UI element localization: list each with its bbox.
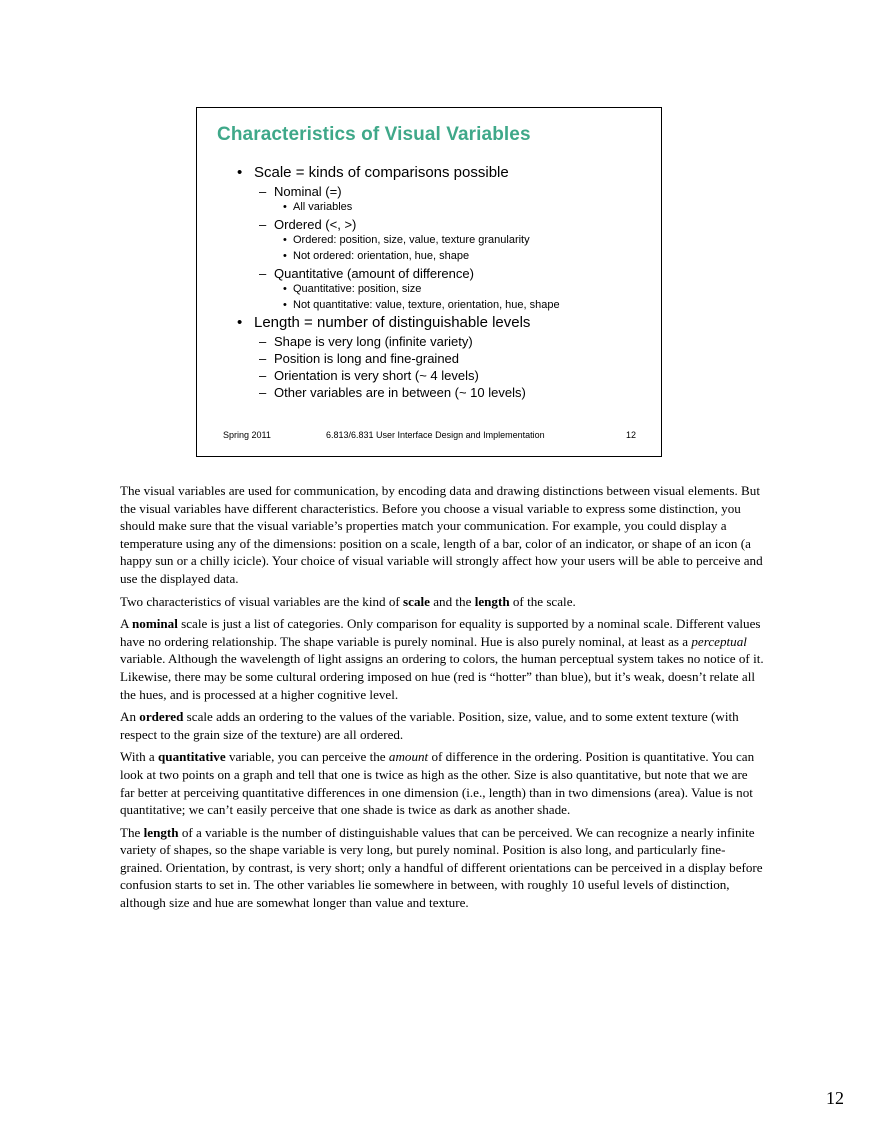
slide-footer-course: 6.813/6.831 User Interface Design and Implementation xyxy=(326,430,545,440)
page-number: 12 xyxy=(826,1088,844,1108)
notes-paragraph xyxy=(120,615,765,703)
bullet-marker: • xyxy=(283,201,287,213)
bold-term: length xyxy=(474,593,510,609)
notes-paragraph xyxy=(120,482,765,588)
text-run: The xyxy=(120,824,144,840)
bullet-marker: • xyxy=(283,283,287,295)
slide-bullet-text: Ordered (<, >) xyxy=(274,217,357,232)
italic-term: perceptual xyxy=(691,633,747,649)
slide-bullet-level-2 xyxy=(259,334,473,349)
slide-bullet-level-3 xyxy=(283,299,560,311)
slide-bullet-text: Not ordered: orientation, hue, shape xyxy=(293,250,470,262)
slide-bullet-level-2 xyxy=(259,351,459,366)
slide-bullet-text: Position is long and fine-grained xyxy=(274,351,460,366)
bullet-marker: • xyxy=(237,164,243,181)
bullet-marker: • xyxy=(283,234,287,246)
slide-footer-number: 12 xyxy=(626,430,637,440)
slide-bullet-level-3 xyxy=(283,250,469,262)
slide-bullet-level-1 xyxy=(237,164,509,181)
slide-bullet-level-3 xyxy=(283,201,352,213)
text-run: The visual variables are used for communication, by encoding data and drawing distinctions between visual elements. But the visual variables have different characteristics. Before you choose a visual variable to express some distinction, you should make sure that the visual variable’s properties match your communication. For example, you could display a temperature using any of the dimensions: position on a scale, length of a bar, color of an indicator, or shape of an icon (a happy sun or a chilly icicle). Your choice of visual variable will strongly affect how your users will be able to perceive and use the displayed data. xyxy=(120,483,763,586)
text-run: of a variable is the number of distinguishable values that can be perceived. We can recognize a nearly infinite variety of shapes, so the shape variable is very long, but purely nominal. Position is also long, and particularly fine-grained. Orientation, by contrast, is very short; only a handful of different orientations can be perceived in a display before confusion starts to set in. The other variables lie somewhere in between, with roughly 10 useful levels of distinction, although size and hue are somewhat longer than value and texture. xyxy=(120,824,763,911)
slide-bullet-level-2 xyxy=(259,385,526,400)
slide-bullet-level-2 xyxy=(259,184,342,199)
dash-marker: – xyxy=(259,351,267,366)
bullet-marker: • xyxy=(237,314,243,331)
bold-term: length xyxy=(143,824,179,840)
notes-paragraph xyxy=(120,593,765,611)
text-run: scale is just a list of categories. Only comparison for equality is supported by a nominal scale. Different values have no ordering relationship. The shape variable is purely nominal. Hue is also purely nominal, at least as a xyxy=(120,616,761,649)
slide-bullet-level-3 xyxy=(283,234,530,246)
bold-term: ordered xyxy=(139,709,184,725)
slide-bullet-text: Scale = kinds of comparisons possible xyxy=(254,164,509,181)
dash-marker: – xyxy=(259,266,267,281)
slide-bullet-text: Quantitative: position, size xyxy=(293,283,422,295)
text-run: scale adds an ordering to the values of the variable. Position, size, value, and to some extent texture (with respect to the grain size of the texture) are all ordered. xyxy=(120,709,739,742)
bold-term: quantitative xyxy=(158,749,226,765)
slide-bullet-text: Quantitative (amount of difference) xyxy=(274,266,474,281)
text-run: An xyxy=(120,709,140,725)
slide-bullet-text: Shape is very long (infinite variety) xyxy=(274,334,473,349)
dash-marker: – xyxy=(259,385,267,400)
italic-term: amount xyxy=(388,749,429,765)
notes-paragraph xyxy=(120,708,765,743)
slide-bullet-text: Length = number of distinguishable levels xyxy=(254,314,531,331)
slide-bullet-text: Orientation is very short (~ 4 levels) xyxy=(274,368,479,383)
bullet-marker: • xyxy=(283,250,287,262)
bold-term: scale xyxy=(403,593,430,609)
text-run: of the scale. xyxy=(509,593,576,609)
slide-bullet-text: All variables xyxy=(293,201,353,213)
slide-bullet-level-3 xyxy=(283,283,421,295)
slide-thumbnail xyxy=(196,107,662,457)
slide-footer-term: Spring 2011 xyxy=(223,430,271,440)
notes-paragraph xyxy=(120,748,765,818)
dash-marker: – xyxy=(259,368,267,383)
slide-bullet-level-1 xyxy=(237,314,530,331)
text-run: of difference in the ordering. Position is quantitative. You can look at two points on a graph and tell that one is twice as high as the other. Size is also quantitative, but note that we are far better at perceiving quantitative differences in one dimension (i.e., length) than in two dimensions (area). Value is not quantitative; we can’t easily perceive that one shade is twice as dark as another shade. xyxy=(120,749,755,818)
slide-bullet-level-2 xyxy=(259,266,474,281)
bullet-marker: • xyxy=(283,299,287,311)
slide-bullet-text: Not quantitative: value, texture, orientation, hue, shape xyxy=(293,299,560,311)
text-run: and the xyxy=(429,593,475,609)
text-run: variable. Although the wavelength of light assigns an ordering to colors, the human perceptual system takes no notice of it. Likewise, there may be some cultural ordering imposed on hue (red is “hotter” than blue), but it’s weak, doesn’t relate all the hues, and is processed at a higher cognitive level. xyxy=(120,651,764,702)
lecture-notes xyxy=(120,482,765,917)
slide-bullet-text: Nominal (=) xyxy=(274,184,342,199)
notes-paragraph xyxy=(120,824,765,912)
slide-bullet-text: Ordered: position, size, value, texture granularity xyxy=(293,234,530,246)
slide-bullet-level-2 xyxy=(259,368,479,383)
text-run: Two characteristics of visual variables are the kind of xyxy=(120,593,404,609)
slide-title: Characteristics of Visual Variables xyxy=(217,124,531,145)
slide-bullet-level-2 xyxy=(259,217,356,232)
text-run: A xyxy=(120,616,133,632)
dash-marker: – xyxy=(259,217,267,232)
dash-marker: – xyxy=(259,334,267,349)
slide-bullet-text: Other variables are in between (~ 10 levels) xyxy=(274,385,526,400)
text-run: variable, you can perceive the xyxy=(225,749,389,765)
bold-term: nominal xyxy=(132,616,178,632)
dash-marker: – xyxy=(259,184,267,199)
text-run: With a xyxy=(120,749,159,765)
